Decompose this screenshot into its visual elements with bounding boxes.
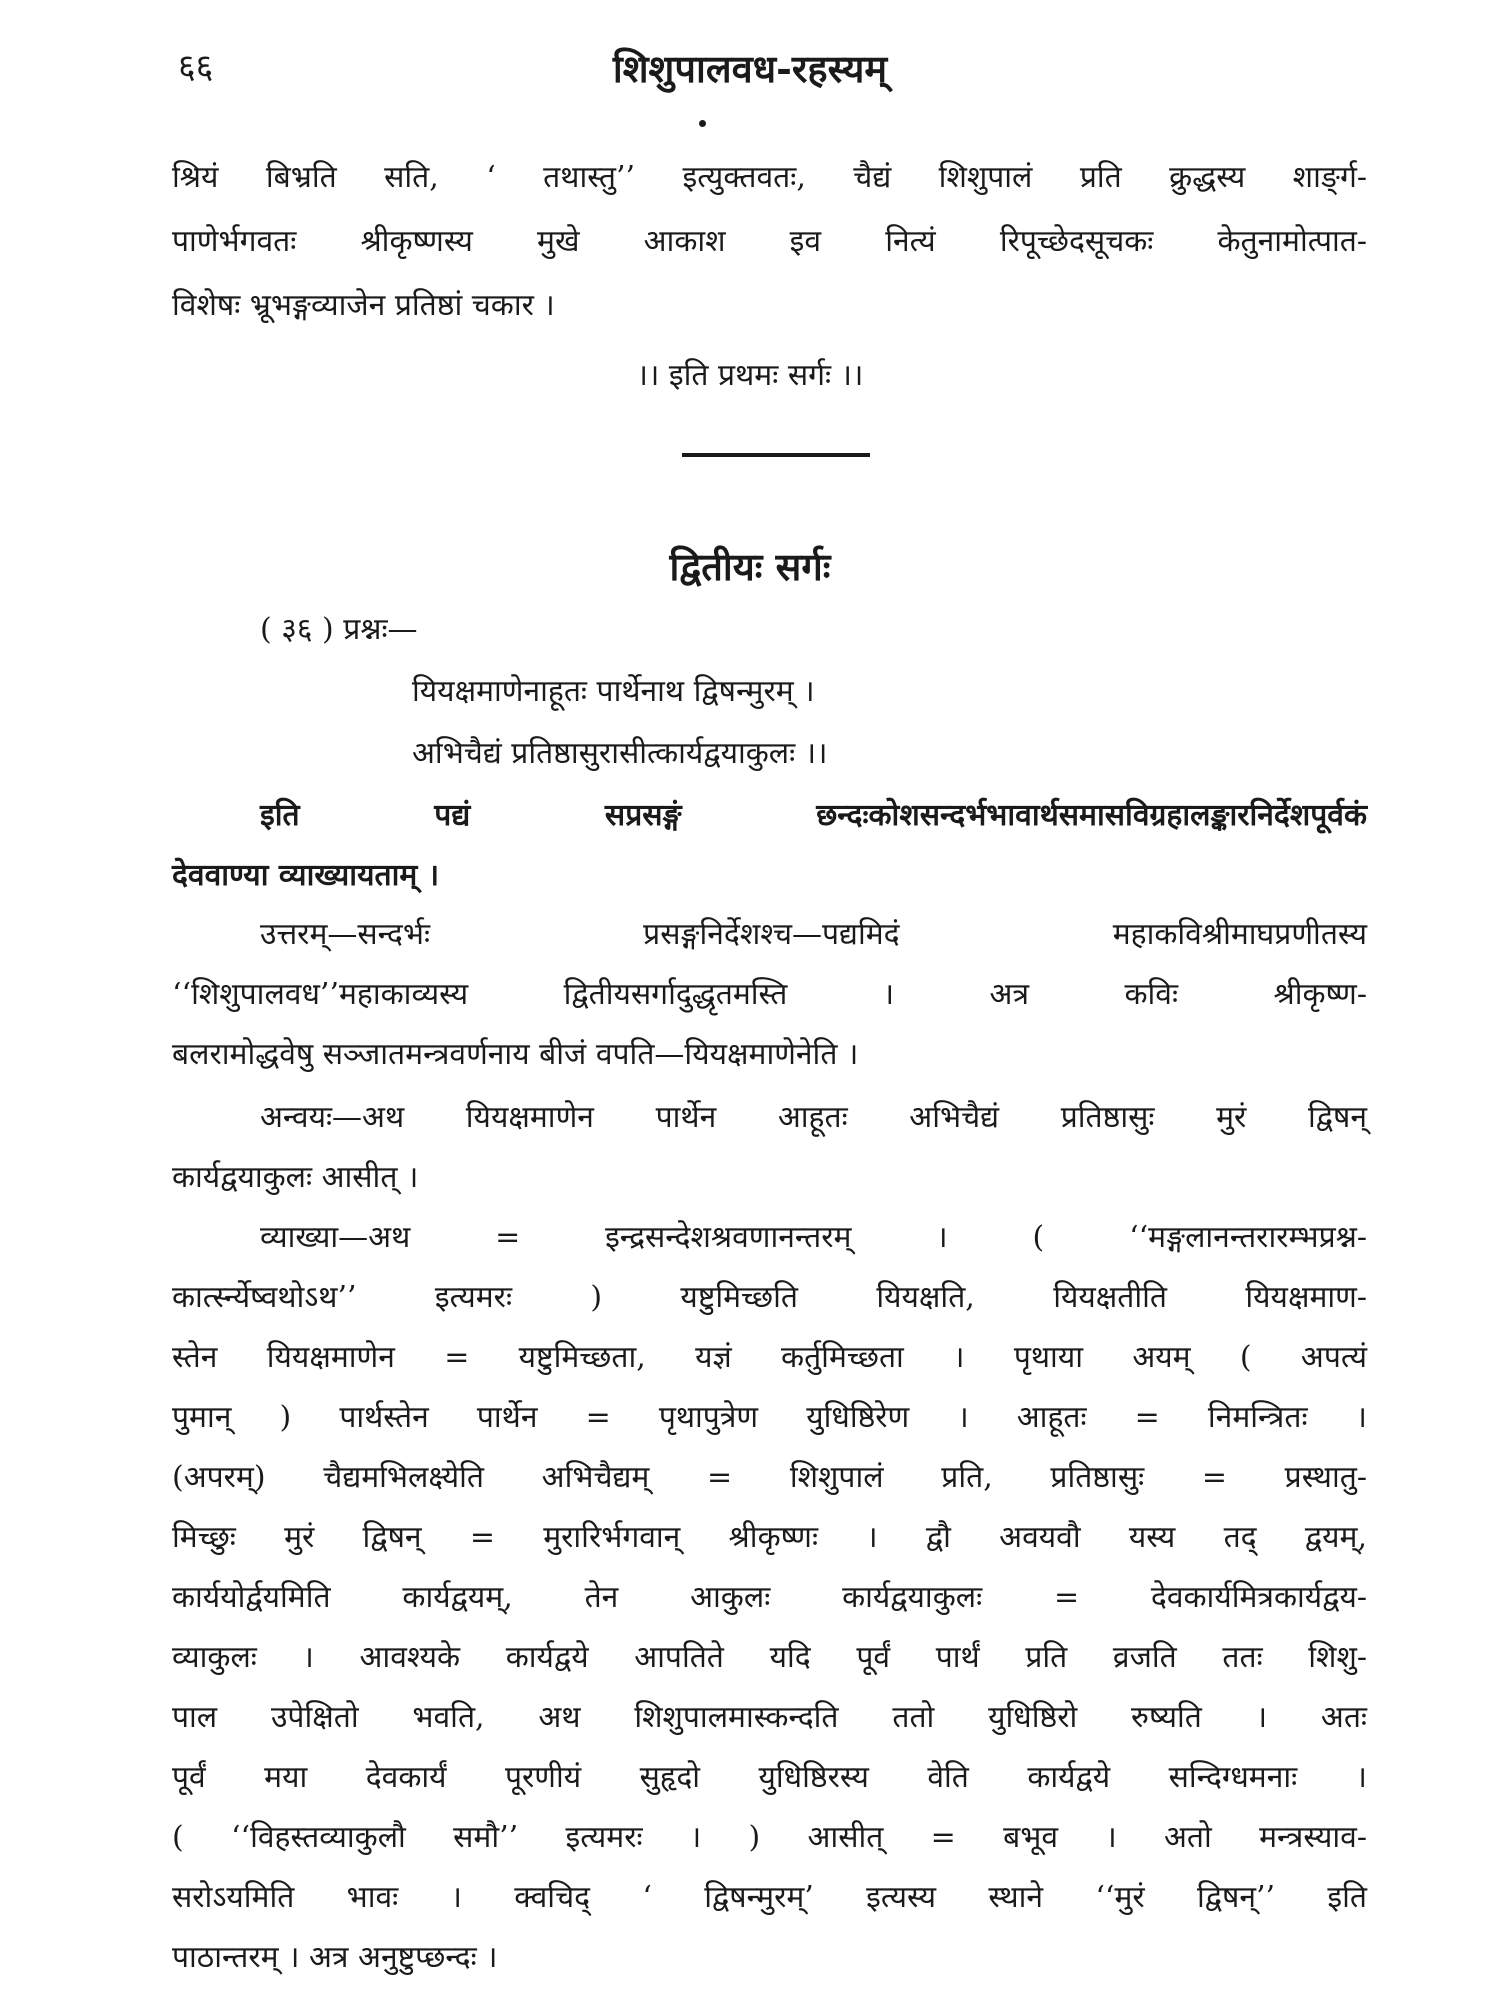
vyakhya-line: (अपरम्) चैद्यमभिलक्ष्येति अभिचैद्यम् = शिशुपालं प्रति, प्रतिष्ठासुः = प्रस्थातु- xyxy=(172,1460,1367,1495)
running-title: शिशुपालवध-रहस्यम् xyxy=(612,46,888,91)
vyakhya-line: व्याख्या—अथ = इन्द्रसन्देशश्रवणानन्तरम् । ( ‘‘मङ्गलानन्तरारम्भप्रश्न- xyxy=(260,1220,1367,1255)
verse-line: यियक्षमाणेनाहूतः पार्थेनाथ द्विषन्मुरम् । xyxy=(412,674,815,709)
ornament-dot xyxy=(699,120,706,127)
intro-line: विशेषः भ्रूभङ्गव्याजेन प्रतिष्ठां चकार । xyxy=(172,288,555,323)
answer-line: उत्तरम्—सन्दर्भः प्रसङ्गनिर्देशश्च—पद्यमिदं महाकविश्रीमाघप्रणीतस्य xyxy=(260,917,1367,952)
anvaya-line: कार्यद्वयाकुलः आसीत् । xyxy=(172,1160,419,1195)
answer-line: बलरामोद्धवेषु सञ्जातमन्त्रवर्णनाय बीजं वपति—यियक्षमाणेनेति । xyxy=(172,1037,859,1072)
vyakhya-line: पाठान्तरम् । अत्र अनुष्टुप्छन्दः । xyxy=(172,1940,498,1975)
vyakhya-line: व्याकुलः । आवश्यके कार्यद्वये आपतिते यदि पूर्वं पार्थं प्रति व्रजति ततः शिशु- xyxy=(172,1640,1367,1675)
intro-line: श्रियं बिभ्रति सति, ‘ तथास्तु’’ इत्युक्तवतः, चैद्यं शिशुपालं प्रति क्रुद्धस्य शाङ्‌र्ग- xyxy=(172,160,1367,195)
vyakhya-line: ( ‘‘विहस्तव्याकुलौ समौ’’ इत्यमरः । ) आसीत् = बभूव । अतो मन्त्रस्याव- xyxy=(172,1820,1367,1855)
vyakhya-line: मिच्छुः मुरं द्विषन् = मुरारिर्भगवान् श्रीकृष्णः । द्वौ अवयवौ यस्य तद् द्वयम्, xyxy=(172,1520,1367,1555)
question-instruction: इति पद्यं सप्रसङ्गं छन्दःकोशसन्दर्भभावार्थसमासविग्रहालङ्कारनिर्देशपूर्वकं xyxy=(260,798,1367,833)
vyakhya-line: सरोऽयमिति भावः । क्वचिद् ‘ द्विषन्मुरम्’ इत्यस्य स्थाने ‘‘मुरं द्विषन्’’ इति xyxy=(172,1880,1367,1915)
question-label: ( ३६ ) प्रश्नः— xyxy=(260,612,418,647)
vyakhya-line: स्तेन यियक्षमाणेन = यष्टुमिच्छता, यज्ञं कर्तुमिच्छता । पृथाया अयम् ( अपत्यं xyxy=(172,1340,1367,1375)
intro-line: पाणेर्भगवतः श्रीकृष्णस्य मुखे आकाश इव नित्यं रिपूच्छेदसूचकः केतुनामोत्पात- xyxy=(172,224,1367,259)
section-divider xyxy=(682,453,870,457)
page-header xyxy=(0,42,1500,102)
page-number: ६६ xyxy=(178,47,214,87)
vyakhya-line: कार्ययोर्द्वयमिति कार्यद्वयम्, तेन आकुलः कार्यद्वयाकुलः = देवकार्यमित्रकार्यद्वय- xyxy=(172,1580,1367,1615)
vyakhya-line: पूर्वं मया देवकार्यं पूरणीयं सुहृदो युधिष्ठिरस्य वेति कार्यद्वये सन्दिग्धमनाः । xyxy=(172,1760,1367,1795)
chapter-end-note: ।। इति प्रथमः सर्गः ।। xyxy=(636,358,864,393)
vyakhya-line: पुमान् ) पार्थस्तेन पार्थेन = पृथापुत्रेण युधिष्ठिरेण । आहूतः = निमन्त्रितः । xyxy=(172,1400,1367,1435)
anvaya-line: अन्वयः—अथ यियक्षमाणेन पार्थेन आहूतः अभिचैद्यं प्रतिष्ठासुः मुरं द्विषन् xyxy=(260,1100,1367,1135)
vyakhya-line: पाल उपेक्षितो भवति, अथ शिशुपालमास्कन्दति ततो युधिष्ठिरो रुष्यति । अतः xyxy=(172,1700,1367,1735)
vyakhya-line: कार्त्स्न्येष्वथोऽथ’’ इत्यमरः ) यष्टुमिच्छति यियक्षति, यियक्षतीति यियक्षमाण- xyxy=(172,1280,1367,1315)
question-instruction: देववाण्या व्याख्यायताम् । xyxy=(172,858,440,893)
answer-line: ‘‘शिशुपालवध’’महाकाव्यस्य द्वितीयसर्गादुद्धृतमस्ति । अत्र कविः श्रीकृष्ण- xyxy=(172,977,1367,1012)
section-title: द्वितीयः सर्गः xyxy=(669,544,831,589)
verse-line: अभिचैद्यं प्रतिष्ठासुरासीत्कार्यद्वयाकुलः ।। xyxy=(412,736,828,771)
